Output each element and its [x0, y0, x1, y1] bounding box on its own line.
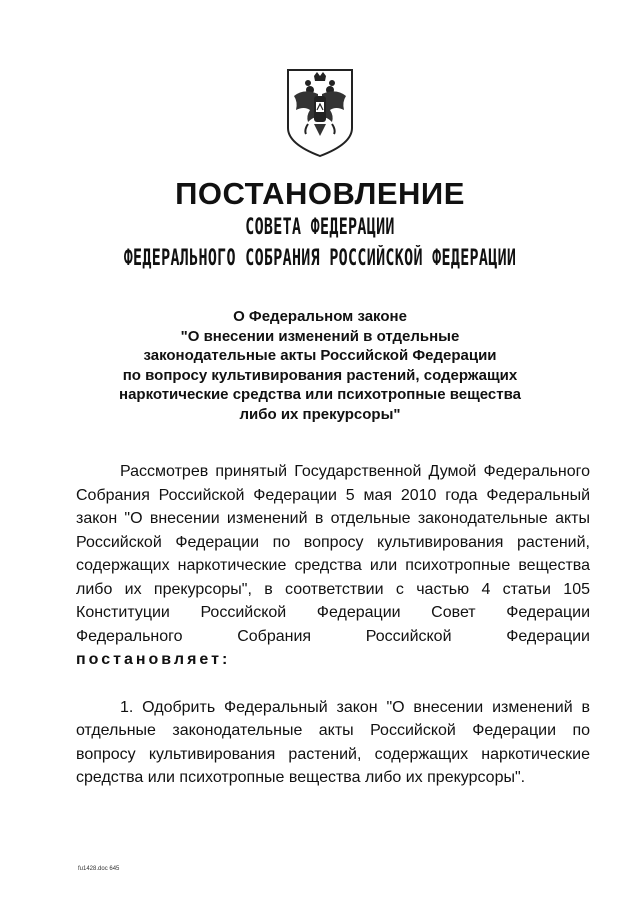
- preamble-paragraph: Рассмотрев принятый Государственной Думой Федерального Собрания Российской Федерации 5 мая 2010 года Федеральный закон "О внесении изменений в отдельные законодательные акты Российской Федерации по вопросу культивирования растений, содержащих наркотические средства или психотропные вещества либо их прекурсоры", в соответствии с частью 4 статьи 105 Конституции Российской Федерации Совет Федерации Федерального Собрания Российской Федерации: [76, 463, 590, 645]
- law-heading-line: наркотические средства или психотропные вещества: [119, 386, 521, 403]
- footer-file-code: fu1428.doc 645: [78, 866, 120, 872]
- law-heading-line: либо их прекурсоры": [239, 405, 401, 423]
- document-subtitle-council: СОВЕТА ФЕДЕРАЦИИ: [245, 215, 395, 240]
- law-heading-line: "О внесении изменений в отдельные: [180, 327, 460, 345]
- document-title: ПОСТАНОВЛЕНИЕ: [175, 176, 465, 211]
- resolve-word: постановляет:: [76, 651, 231, 668]
- document-body: [76, 460, 590, 790]
- law-heading-line: законодательные акты Российской Федерации: [143, 347, 497, 364]
- resolution-item-1: 1. Одобрить Федеральный закон "О внесении изменений в отдельные законодательные акты Российской Федерации по вопросу культивирования растений, содержащих наркотические средства или психотропные вещества либо их прекурсоры".: [76, 698, 590, 786]
- law-heading-line: по вопросу культивирования растений, содержащих: [122, 366, 518, 384]
- law-heading: [90, 307, 550, 424]
- document-subtitle-assembly: ФЕДЕРАЛЬНОГО СОБРАНИЯ РОССИЙСКОЙ ФЕДЕРАЦИИ: [123, 246, 517, 271]
- law-heading-line: О Федеральном законе: [233, 308, 407, 325]
- coat-of-arms-emblem-icon: [284, 66, 356, 160]
